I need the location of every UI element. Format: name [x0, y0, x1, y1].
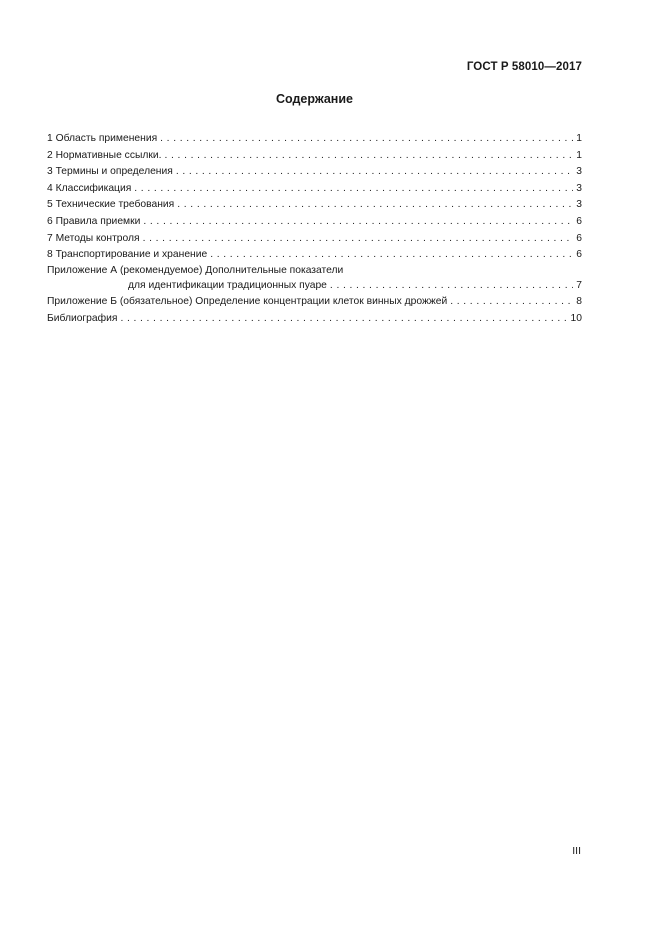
toc-item-label: 8 Транспортирование и хранение	[47, 249, 208, 261]
toc-item-appendix-a[interactable]	[47, 264, 582, 295]
page-title: Содержание	[275, 92, 353, 106]
toc-item-terms[interactable]	[47, 164, 582, 181]
toc-item-acceptance-rules[interactable]	[47, 214, 582, 231]
toc-leader-dots	[450, 294, 573, 311]
toc-item-label: 1 Область применения	[47, 133, 158, 144]
toc-item-label: Приложение Б (обязательное) Определение концентрации клеток винных дрожжей	[47, 296, 448, 308]
toc-item-label: 6 Правила приемки	[47, 215, 141, 227]
toc-item-page: 1	[576, 149, 582, 161]
toc-leader-dots	[143, 231, 574, 248]
toc-item-label: для идентификации традиционных пуаре	[128, 279, 327, 291]
toc-item-label: 3 Термины и определения	[47, 166, 173, 178]
document-code: ГОСТ Р 58010—2017	[466, 61, 582, 73]
toc-item-page: 3	[576, 166, 582, 178]
toc-leader-dots	[143, 214, 573, 231]
toc-item-page: 3	[576, 182, 582, 194]
toc-item-page: 3	[576, 199, 582, 211]
toc-item-page: 8	[576, 296, 582, 308]
toc-item-page: 10	[570, 312, 582, 324]
toc-item-label: Приложение А (рекомендуемое) Дополнительные показатели	[47, 264, 344, 276]
toc-item-label: 4 Классификация	[47, 182, 132, 194]
toc-leader-dots	[120, 311, 567, 328]
toc-leader-dots	[176, 164, 573, 181]
toc-item-scope[interactable]	[47, 131, 582, 148]
toc-item-normative-references[interactable]	[47, 148, 582, 165]
toc-item-page: 7	[576, 279, 582, 291]
toc-item-transport-storage[interactable]	[47, 247, 582, 264]
toc-item-page: 6	[576, 249, 582, 261]
toc-item-label: 2 Нормативные ссылки.	[47, 149, 162, 161]
toc-item-page: 6	[576, 215, 582, 227]
toc-item-label: 7 Методы контроля	[47, 232, 140, 244]
toc-item-classification[interactable]	[47, 181, 582, 198]
toc-item-label-continuation	[47, 278, 582, 295]
toc-leader-dots	[210, 247, 573, 264]
page-number: III	[572, 845, 581, 857]
toc-leader-dots	[160, 131, 573, 148]
toc-item-label: 5 Технические требования	[47, 199, 175, 211]
toc-leader-dots	[177, 197, 573, 214]
toc-leader-dots	[165, 148, 574, 165]
toc-item-bibliography[interactable]	[47, 311, 582, 328]
toc-item-label: Библиография	[47, 312, 118, 324]
toc-item-page: 6	[576, 232, 582, 244]
table-of-contents	[47, 131, 582, 328]
toc-item-technical-requirements[interactable]	[47, 197, 582, 214]
toc-item-appendix-b[interactable]	[47, 294, 582, 311]
toc-item-page: 1	[576, 133, 582, 144]
toc-leader-dots	[330, 278, 573, 295]
toc-item-test-methods[interactable]	[47, 231, 582, 248]
toc-leader-dots	[134, 181, 573, 198]
